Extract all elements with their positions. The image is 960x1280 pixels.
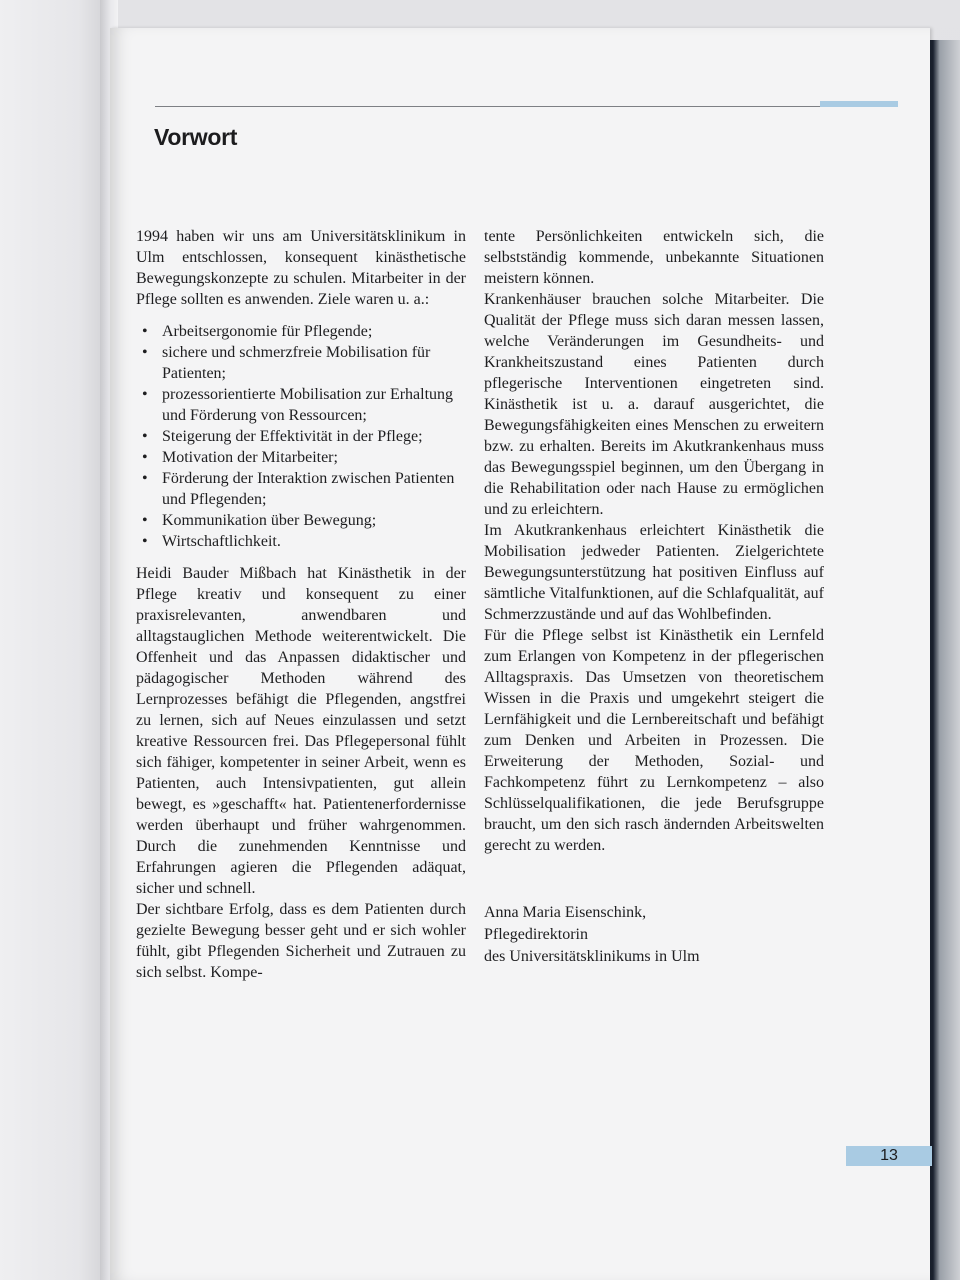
page-title: Vorwort [154,124,238,150]
intro-paragraph: 1994 haben wir uns am Universitätsklinikum in Ulm entschlossen, konsequent kinästhetische Bewegungskonzepte zu schulen. Mitarbeiter in der Pflege sollten es anwenden. Ziele waren u. a.: [136,228,466,308]
bullet-icon: • [142,470,148,487]
list-item: • Kommunikation über Bewegung; [142,512,377,529]
signature-institution: des Universitätsklinikums in Ulm [484,948,700,965]
list-item: • Förderung der Interaktion zwischen Patienten und Pflegenden; [142,470,455,508]
body-paragraph: Krankenhäuser brauchen solche Mitarbeiter. Die Qualität der Pflege muss sich daran messen lassen, welche Veränderungen im Gesundheits- und Krankheitszustand eines Patienten durch pflegerische Interventionen eingetreten sind. Kinästhetik ist u. a. darauf ausgerichtet, die Bewegungsfähigkeiten eines Menschen zu erweitern bzw. zu erhalten. Bereits im Akutkrankenhaus muss das Bewegungsspiel beginnen, um den Übergang in die Rehabilitation oder nach Hause zu ermöglichen und zu erleichtern. [484,291,824,518]
page-number: 13 [846,1146,932,1166]
body-paragraph: Im Akutkrankenhaus erleichtert Kinästhetik die Mobilisation jedweder Patienten. Zielgerichtete Bewegungsunterstützung hat positiven Einfluss auf sämtliche Vitalfunktionen, auf die Schlafqualität, auf Schmerzzustände und auf das Wohlbefinden. [484,522,824,623]
bullet-icon: • [142,428,148,445]
list-item: • Motivation der Mitarbeiter; [142,449,338,466]
goals-list [136,321,466,552]
bullet-icon: • [142,344,148,361]
bullet-icon: • [142,386,148,403]
body-paragraph: Der sichtbare Erfolg, dass es dem Patienten durch gezielte Bewegung besser geht und er sich wohler fühlt, gibt Pflegenden Sicherheit und Zutrauen zu sich selbst. Kompe- [136,901,466,981]
list-item: • Arbeitsergonomie für Pflegende; [142,323,373,340]
body-paragraph: tente Persönlichkeiten entwickeln sich, die selbstständig kommende, unbekannte Situationen meistern können. [484,228,824,287]
list-item: • sichere und schmerzfreie Mobilisation für Patienten; [142,344,431,382]
body-paragraph: Heidi Bauder Mißbach hat Kinästhetik in der Pflege kreativ und konsequent zu einer praxisrelevanten, anwendbaren und alltagstauglichen Methode weiterentwickelt. Die Offenheit und das Anpassen didaktischer und pädagogischer Methoden während des Lernprozesses befähigt die Pflegenden, angstfrei zu lernen, sich auf Neues einzulassen und setzt kreative Ressourcen frei. Das Pflegepersonal fühlt sich fähiger, kompetenter in seiner Arbeit, wenn es Patienten, auch Intensivpatienten, gut allein bewegt, es »geschafft« hat. Patientenerfordernisse werden überhaupt und früher wahrgenommen. Durch die zunehmenden Kenntnisse und Erfahrungen agieren die Pflegenden adäquat, sicher und schnell. [136,565,466,897]
book-page [110,28,930,1280]
signature-role: Pflegedirektorin [484,926,588,943]
signature-block [484,902,824,968]
list-item: • Wirtschaftlichkeit. [142,533,281,550]
list-item: • Steigerung der Effektivität in der Pflege; [142,428,423,445]
header-rule [155,106,820,107]
bullet-icon: • [142,449,148,466]
left-page-edge [0,0,112,1280]
header-accent-bar [820,101,898,107]
bullet-icon: • [142,533,148,550]
left-column [136,226,466,983]
body-paragraph: Für die Pflege selbst ist Kinästhetik ein Lernfeld zum Erlangen von Kompetenz in der pflegerischen Alltagspraxis. Das Umsetzen von theoretischem Wissen in die Praxis und umgekehrt steigert die Lernfähigkeit und die Lernbereitschaft und befähigt zum Denken und Arbeiten in Prozessen. Die Erweiterung der Methoden, Sozial- und Fachkompetenz führt zu Lernkompetenz – also Schlüsselqualifikationen, die jede Berufsgruppe braucht, um den sich rasch ändernden Arbeitswelten gerecht zu werden. [484,627,824,854]
list-item: • prozessorientierte Mobilisation zur Erhaltung und Förderung von Ressourcen; [142,386,454,424]
bullet-icon: • [142,323,148,340]
right-column [484,226,824,968]
bullet-icon: • [142,512,148,529]
signature-name: Anna Maria Eisenschink, [484,904,647,921]
